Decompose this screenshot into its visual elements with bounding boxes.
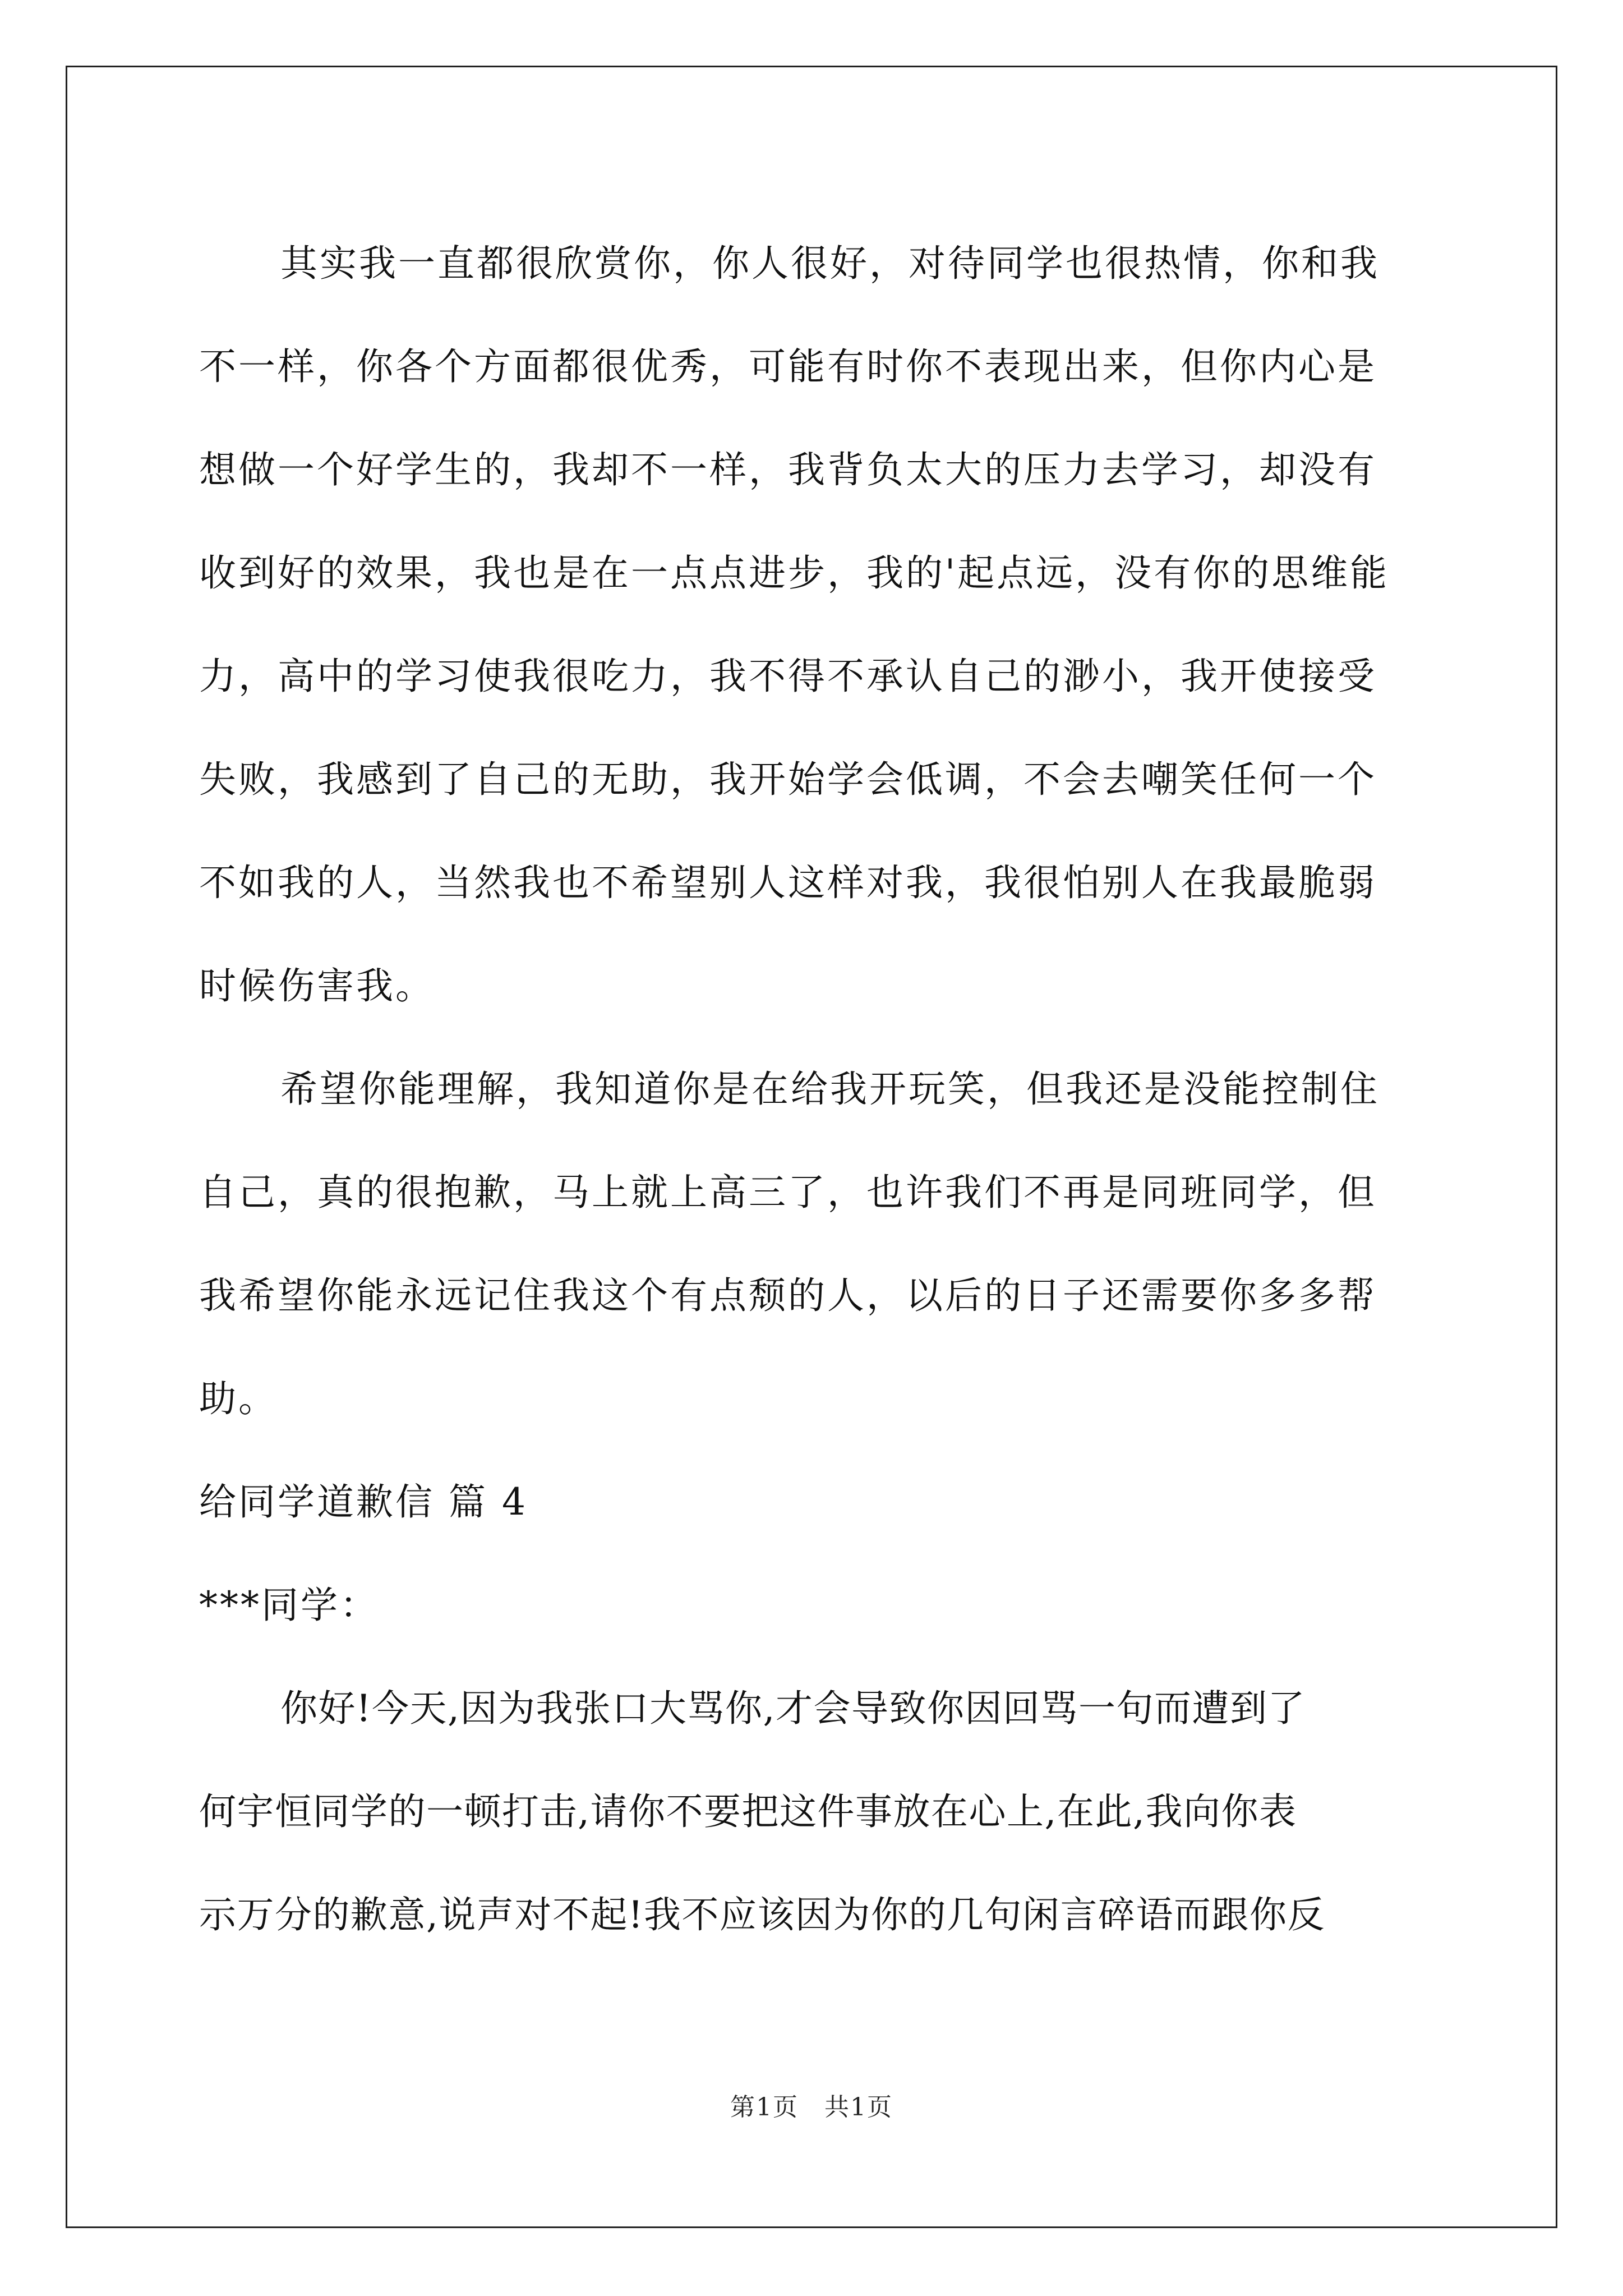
text-line: 你好!今天,因为我张口大骂你,才会导致你因回骂一句而遭到了 [280, 1687, 1306, 1730]
text-line: 收到好的效果，我也是在一点点进步，我的'起点远，没有你的思维能 [199, 551, 1390, 595]
section-heading [199, 1451, 1427, 1554]
text-line: 时候伤害我。 [199, 964, 435, 1007]
salutation [199, 1554, 1427, 1657]
text-line: 何宇恒同学的一顿打击,请你不要把这件事放在心上,在此,我向你表 [199, 1790, 1297, 1833]
page-number-label: 第1页 共1页 [730, 2093, 893, 2122]
text-line: 力，高中的学习使我很吃力，我不得不承认自己的渺小，我开使接受 [199, 655, 1377, 698]
text-line: 想做一个好学生的，我却不一样，我背负太大的压力去学习，却没有 [199, 448, 1377, 491]
page-footer [0, 2087, 1623, 2123]
text-line: 自己，真的很抱歉，马上就上高三了，也许我们不再是同班同学，但 [199, 1171, 1377, 1214]
heading-text: 给同学道歉信 篇 4 [199, 1480, 528, 1524]
document-body [199, 212, 1427, 1967]
text-line: 不一样，你各个方面都很优秀，可能有时你不表现出来，但你内心是 [199, 345, 1377, 388]
text-line: 失败，我感到了自己的无助，我开始学会低调，不会去嘲笑任何一个 [199, 758, 1377, 801]
text-line: 其实我一直都很欣赏你，你人很好，对待同学也很热情，你和我 [280, 242, 1380, 285]
salutation-text: ***同学： [199, 1584, 379, 1627]
text-line: 助。 [199, 1377, 278, 1420]
paragraph [199, 1657, 1427, 1967]
paragraph [199, 212, 1427, 1038]
text-line: 示万分的歉意,说声对不起!我不应该因为你的几句闲言碎语而跟你反 [199, 1893, 1326, 1936]
paragraph [199, 1038, 1427, 1451]
text-line: 我希望你能永远记住我这个有点颓的人，以后的日子还需要你多多帮 [199, 1274, 1377, 1317]
text-line: 不如我的人，当然我也不希望别人这样对我，我很怕别人在我最脆弱 [199, 861, 1377, 904]
text-line: 希望你能理解，我知道你是在给我开玩笑，但我还是没能控制住 [280, 1068, 1380, 1111]
